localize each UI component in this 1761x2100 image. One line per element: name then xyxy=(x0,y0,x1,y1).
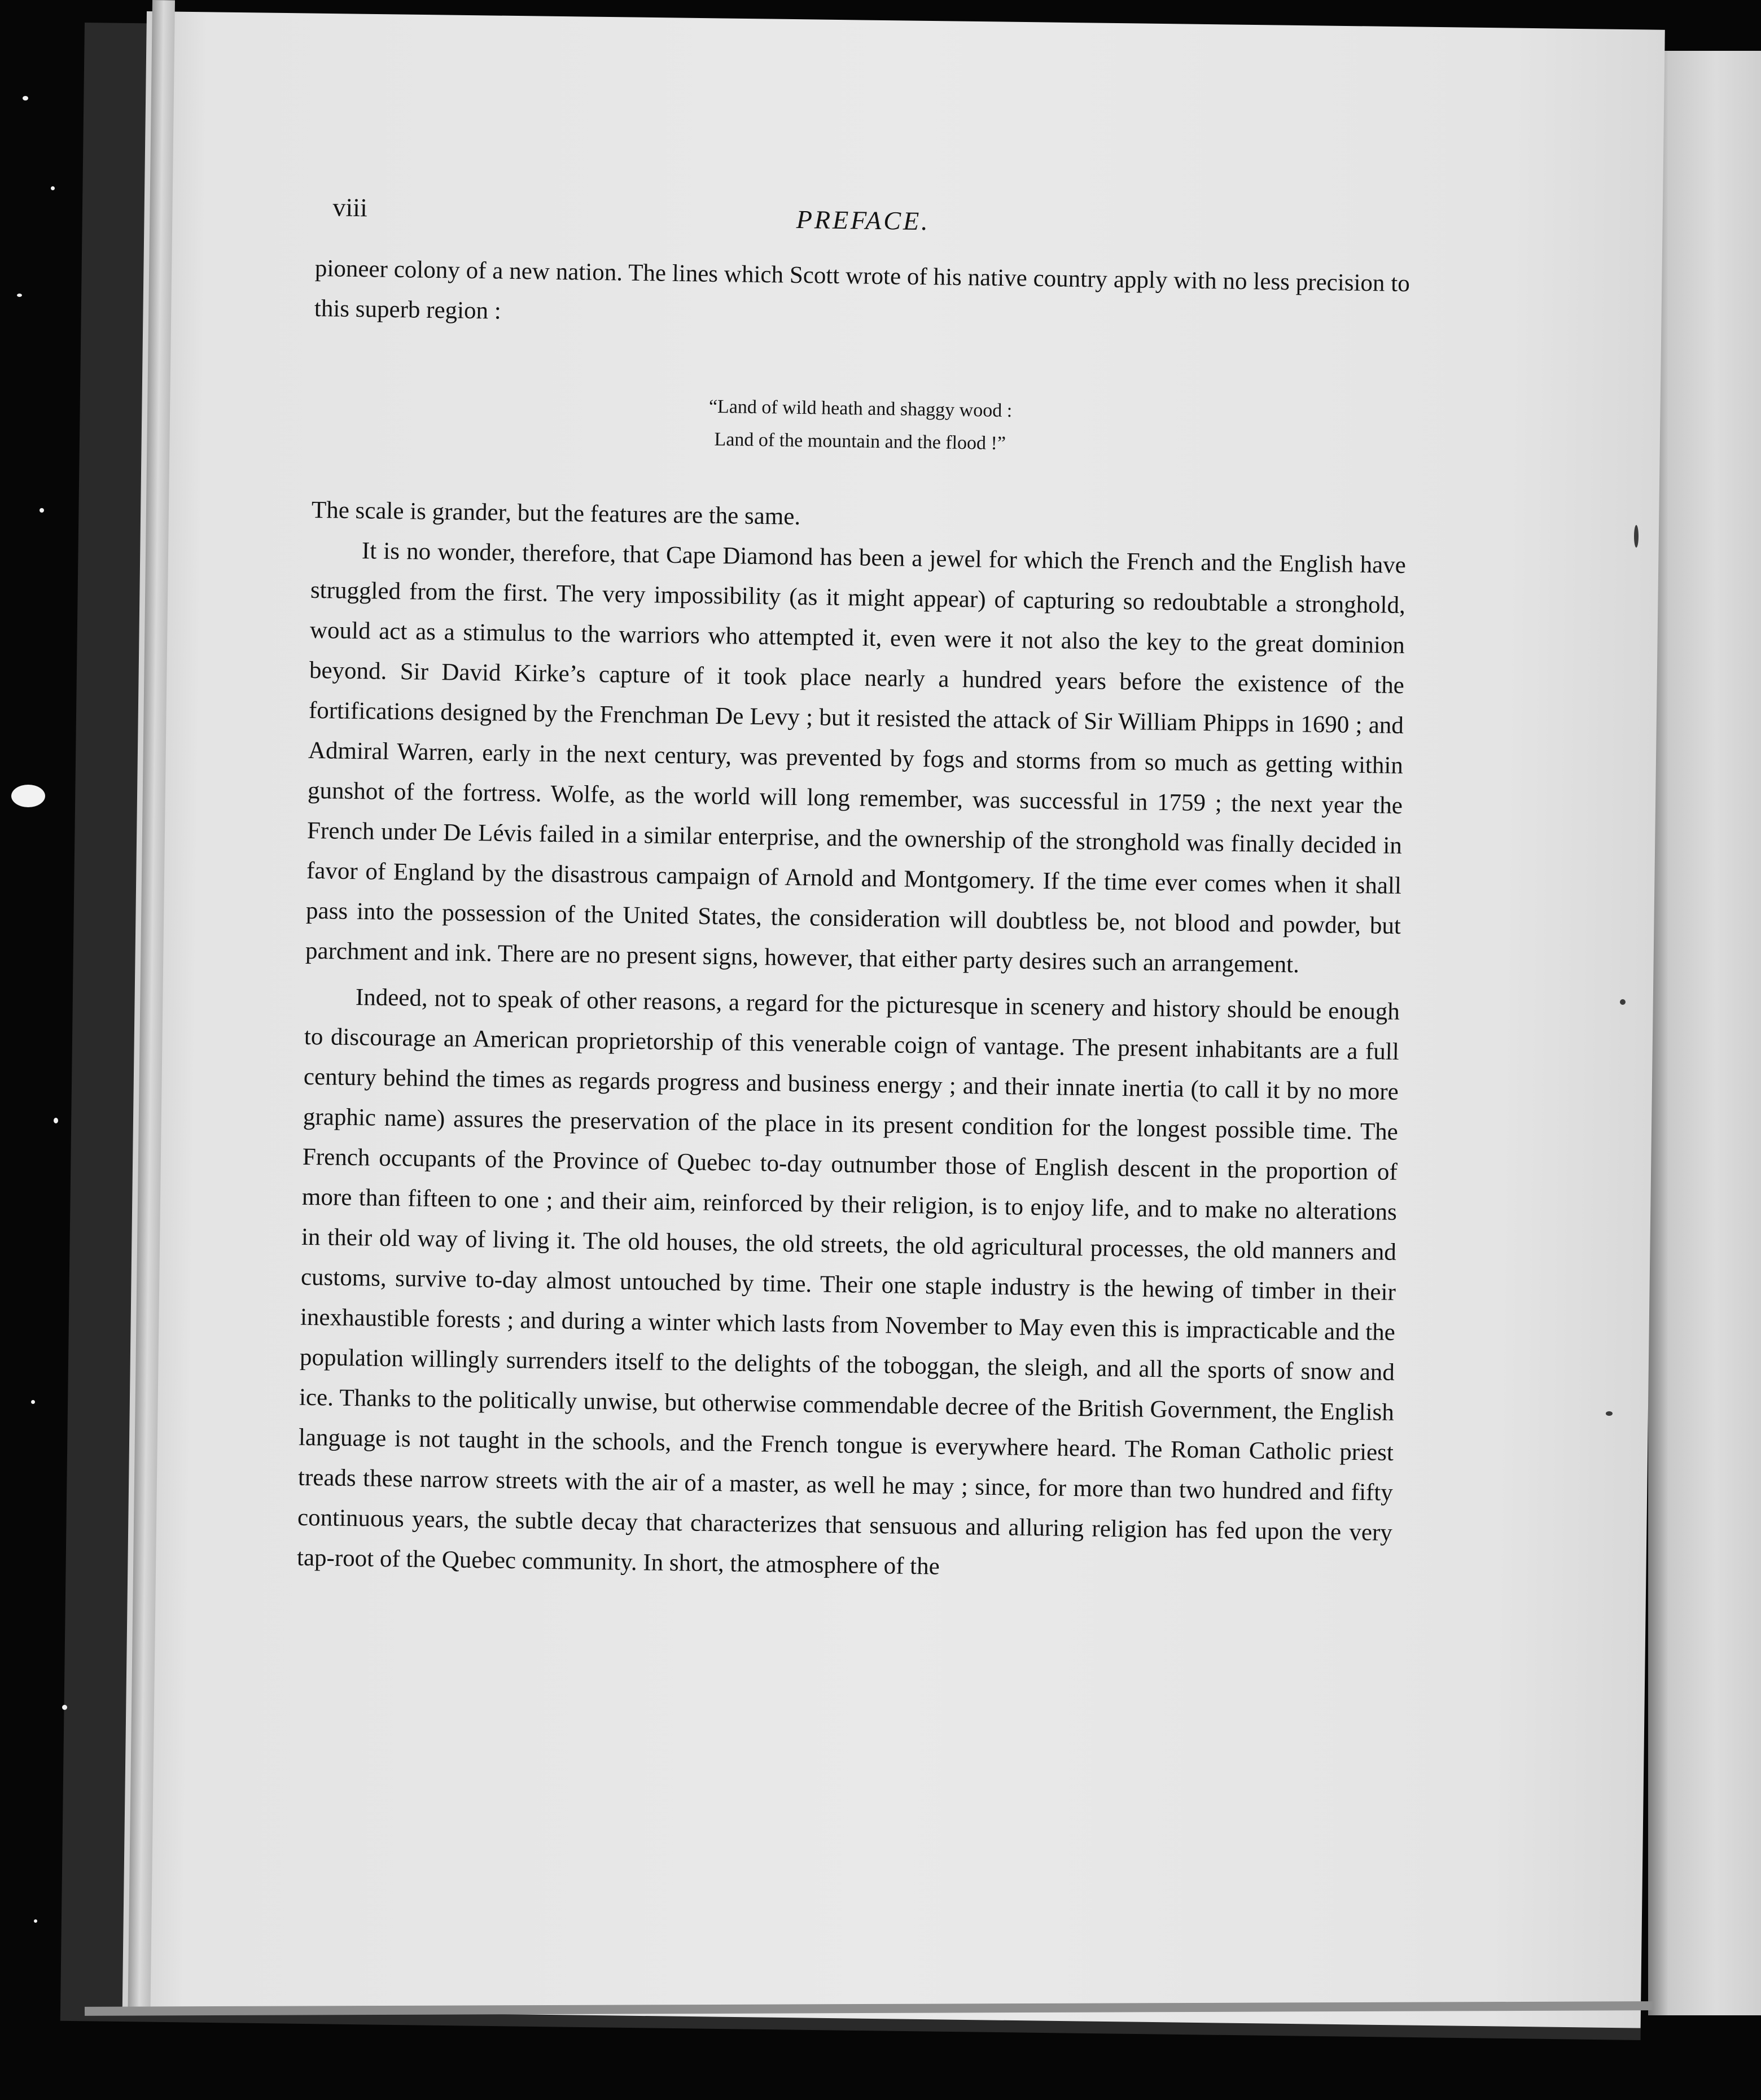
page-text-block xyxy=(297,186,1411,1593)
poem-line: Land of the mountain and the flood !” xyxy=(714,428,1006,454)
page-blemish xyxy=(1620,999,1626,1005)
opening-paragraph: pioneer colony of a new nation. The lines which Scott wrote of his native country apply with no less precision to this superb region : xyxy=(314,255,1410,325)
dust-speck xyxy=(17,294,22,297)
dust-speck xyxy=(51,186,55,190)
dust-speck xyxy=(62,1705,67,1710)
paragraph-cape-diamond: It is no wonder, therefore, that Cape Diamond has been a jewel for which the French and the English have struggled from the first. The very impossibility (as it might appear) of capturing so redoubtable a stronghold, would act as a stimulus to the warriors who attempted it, even were it not also the key to the great dominion beyond. Sir David Kirke’s capture of it took place nearly a hundred years before the existence of the fortifications designed by the Frenchman De Levy ; but it resisted the attack of Sir William Phipps in 1690 ; and Admiral Warren, early in the next century, was prevented by fogs and storms from so much as getting within gunshot of the fortress. Wolfe, as the world will long remember, was successful in 1759 ; the next year the French under De Lévis failed in a similar enterprise, and the ownership of the stronghold was finally decided in favor of England by the disastrous campaign of Arnold and Montgomery. If the time ever comes when it shall pass into the possession of the United States, the consideration will doubtless be, not blood and powder, but parchment and ink. There are no present signs, however, that either party desires such an arrangement. xyxy=(305,537,1407,978)
poem-line: “Land of wild heath and shaggy wood : xyxy=(708,396,1013,422)
after-poem-line: The scale is grander, but the features are the same. xyxy=(311,496,801,531)
paragraph-quebec-character: Indeed, not to speak of other reasons, a regard for the picturesque in scenery and history should be enough to discourage an American proprietorship of this venerable coign of vantage. The present inhabitants are a full century behind the times as regards progress and business energy ; and their innate inertia (to call it by no more graphic name) assures the preservation of the place in its present condition for the longest possible time. The French occupants of the Province of Quebec to-day outnumber those of English descent in the proportion of more than fifteen to one ; and their aim, reinforced by their religion, is to enjoy life, and to make no alterations in their old way of living it. The old houses, the old streets, the old agricultural processes, the old manners and customs, survive to-day almost untouched by time. Their one staple industry is the hewing of timber in their inexhaustible forests ; and during a winter which lasts from November to May even this is impracticable and the population willingly surrenders itself to the delights of the toboggan, the sleigh, and all the sports of snow and ice. Thanks to the politically unwise, but otherwise commendable decree of the British Government, the English language is not taught in the schools, and the French tongue is everywhere heard. The Roman Catholic priest treads these narrow streets with the air of a master, as well he may ; since, for more than two hundred and fifty continuous years, the subtle decay that characterizes that sensuous and alluring religion has fed upon the very tap-root of the Quebec community. In short, the atmosphere of the xyxy=(296,984,1400,1580)
page-blemish xyxy=(1606,1411,1613,1416)
dust-speck xyxy=(11,785,45,807)
poem-quotation xyxy=(312,385,1408,466)
running-head: PREFACE. xyxy=(796,204,931,236)
dust-speck xyxy=(34,1919,37,1923)
dust-speck xyxy=(54,1118,58,1123)
page-number: viii xyxy=(332,193,368,222)
dust-speck xyxy=(31,1400,35,1404)
adjacent-page-edge xyxy=(1648,51,1761,2015)
dust-speck xyxy=(23,96,28,100)
page-blemish xyxy=(1634,525,1639,548)
dust-speck xyxy=(40,508,44,513)
